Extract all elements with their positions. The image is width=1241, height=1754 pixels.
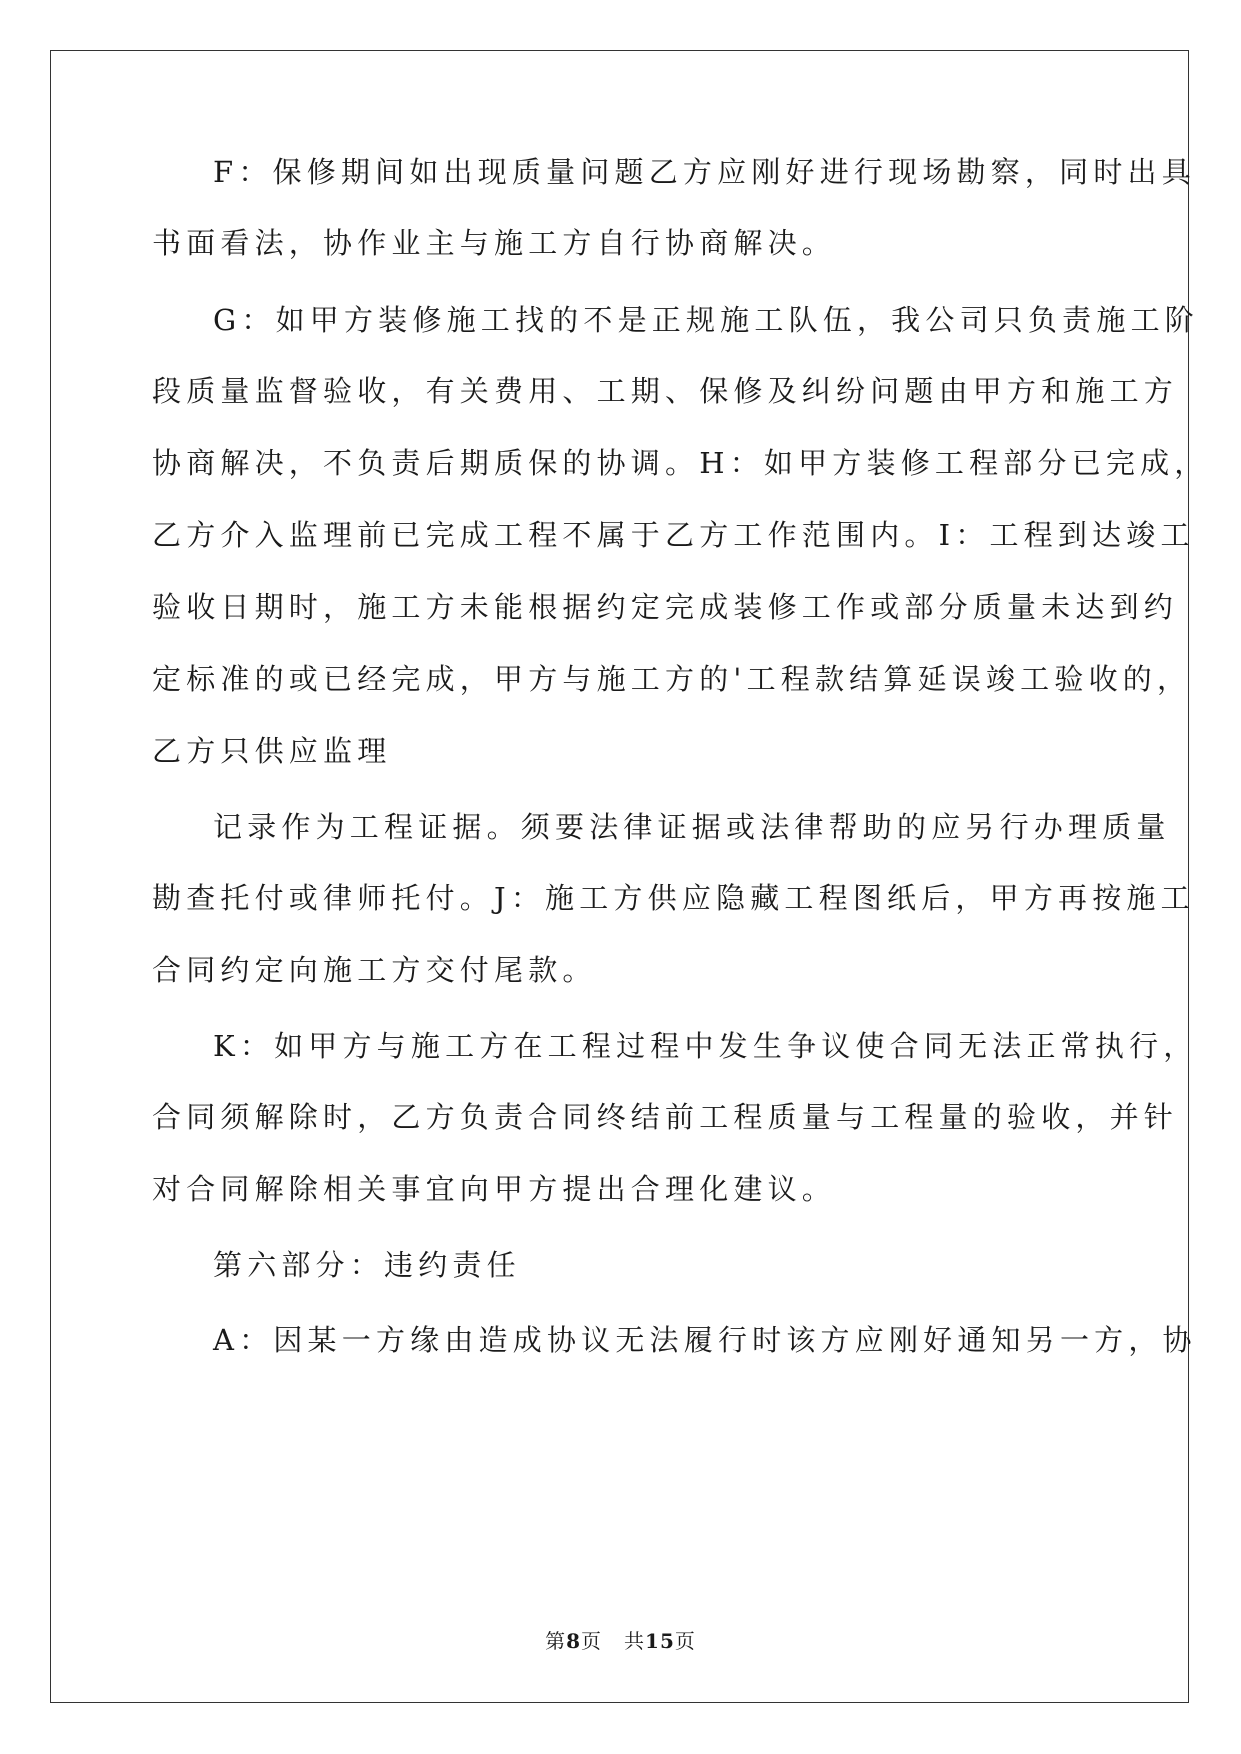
- page-footer: [0, 1625, 1241, 1654]
- paragraph-g-line-3: 协商解决，不负责后期质保的协调。H：如甲方装修工程部分已完成，: [152, 446, 1209, 480]
- paragraph-record-line-1: 记录作为工程证据。须要法律证据或法律帮助的应另行办理质量: [213, 810, 1171, 844]
- paragraph-record-line-2: 勘查托付或律师托付。J：施工方供应隐藏工程图纸后，甲方再按施工: [152, 881, 1195, 915]
- total-suffix: 页: [674, 1629, 696, 1653]
- paragraph-k-line-2: 合同须解除时，乙方负责合同终结前工程质量与工程量的验收，并针: [152, 1100, 1179, 1134]
- paragraph-record-line-3: 合同约定向施工方交付尾款。: [152, 953, 597, 987]
- paragraph-f-line-1: F：保修期间如出现质量问题乙方应刚好进行现场勘察，同时出具: [213, 155, 1196, 189]
- page-suffix: 页: [581, 1629, 603, 1653]
- paragraph-g-line-7: 乙方只供应监理: [152, 734, 392, 768]
- paragraph-g-line-1: G：如甲方装修施工找的不是正规施工队伍，我公司只负责施工阶: [213, 303, 1199, 337]
- page-prefix: 第: [545, 1629, 567, 1653]
- paragraph-g-line-2: 段质量监督验收，有关费用、工期、保修及纠纷问题由甲方和施工方: [152, 374, 1179, 408]
- total-pages: 15: [645, 1629, 675, 1653]
- page-border: [50, 50, 1192, 1703]
- total-prefix: 共: [624, 1629, 646, 1653]
- section-heading-breach-of-contract: 第六部分：违约责任: [213, 1248, 521, 1282]
- paragraph-k-line-1: K：如甲方与施工方在工程过程中发生争议使合同无法正常执行，: [213, 1029, 1198, 1063]
- paragraph-a-line-1: A：因某一方缘由造成协议无法履行时该方应刚好通知另一方，协: [213, 1323, 1197, 1357]
- paragraph-k-line-3: 对合同解除相关事宜向甲方提出合理化建议。: [152, 1172, 837, 1206]
- paragraph-g-line-5: 验收日期时，施工方未能根据约定完成装修工作或部分质量未达到约: [152, 590, 1179, 624]
- page-number: 8: [566, 1629, 582, 1653]
- paragraph-g-line-4: 乙方介入监理前已完成工程不属于乙方工作范围内。I：工程到达竣工: [152, 518, 1195, 552]
- paragraph-g-line-6: 定标准的或已经完成，甲方与施工方的'工程款结算延误竣工验收的，: [152, 662, 1192, 696]
- paragraph-f-line-2: 书面看法，协作业主与施工方自行协商解决。: [152, 226, 837, 260]
